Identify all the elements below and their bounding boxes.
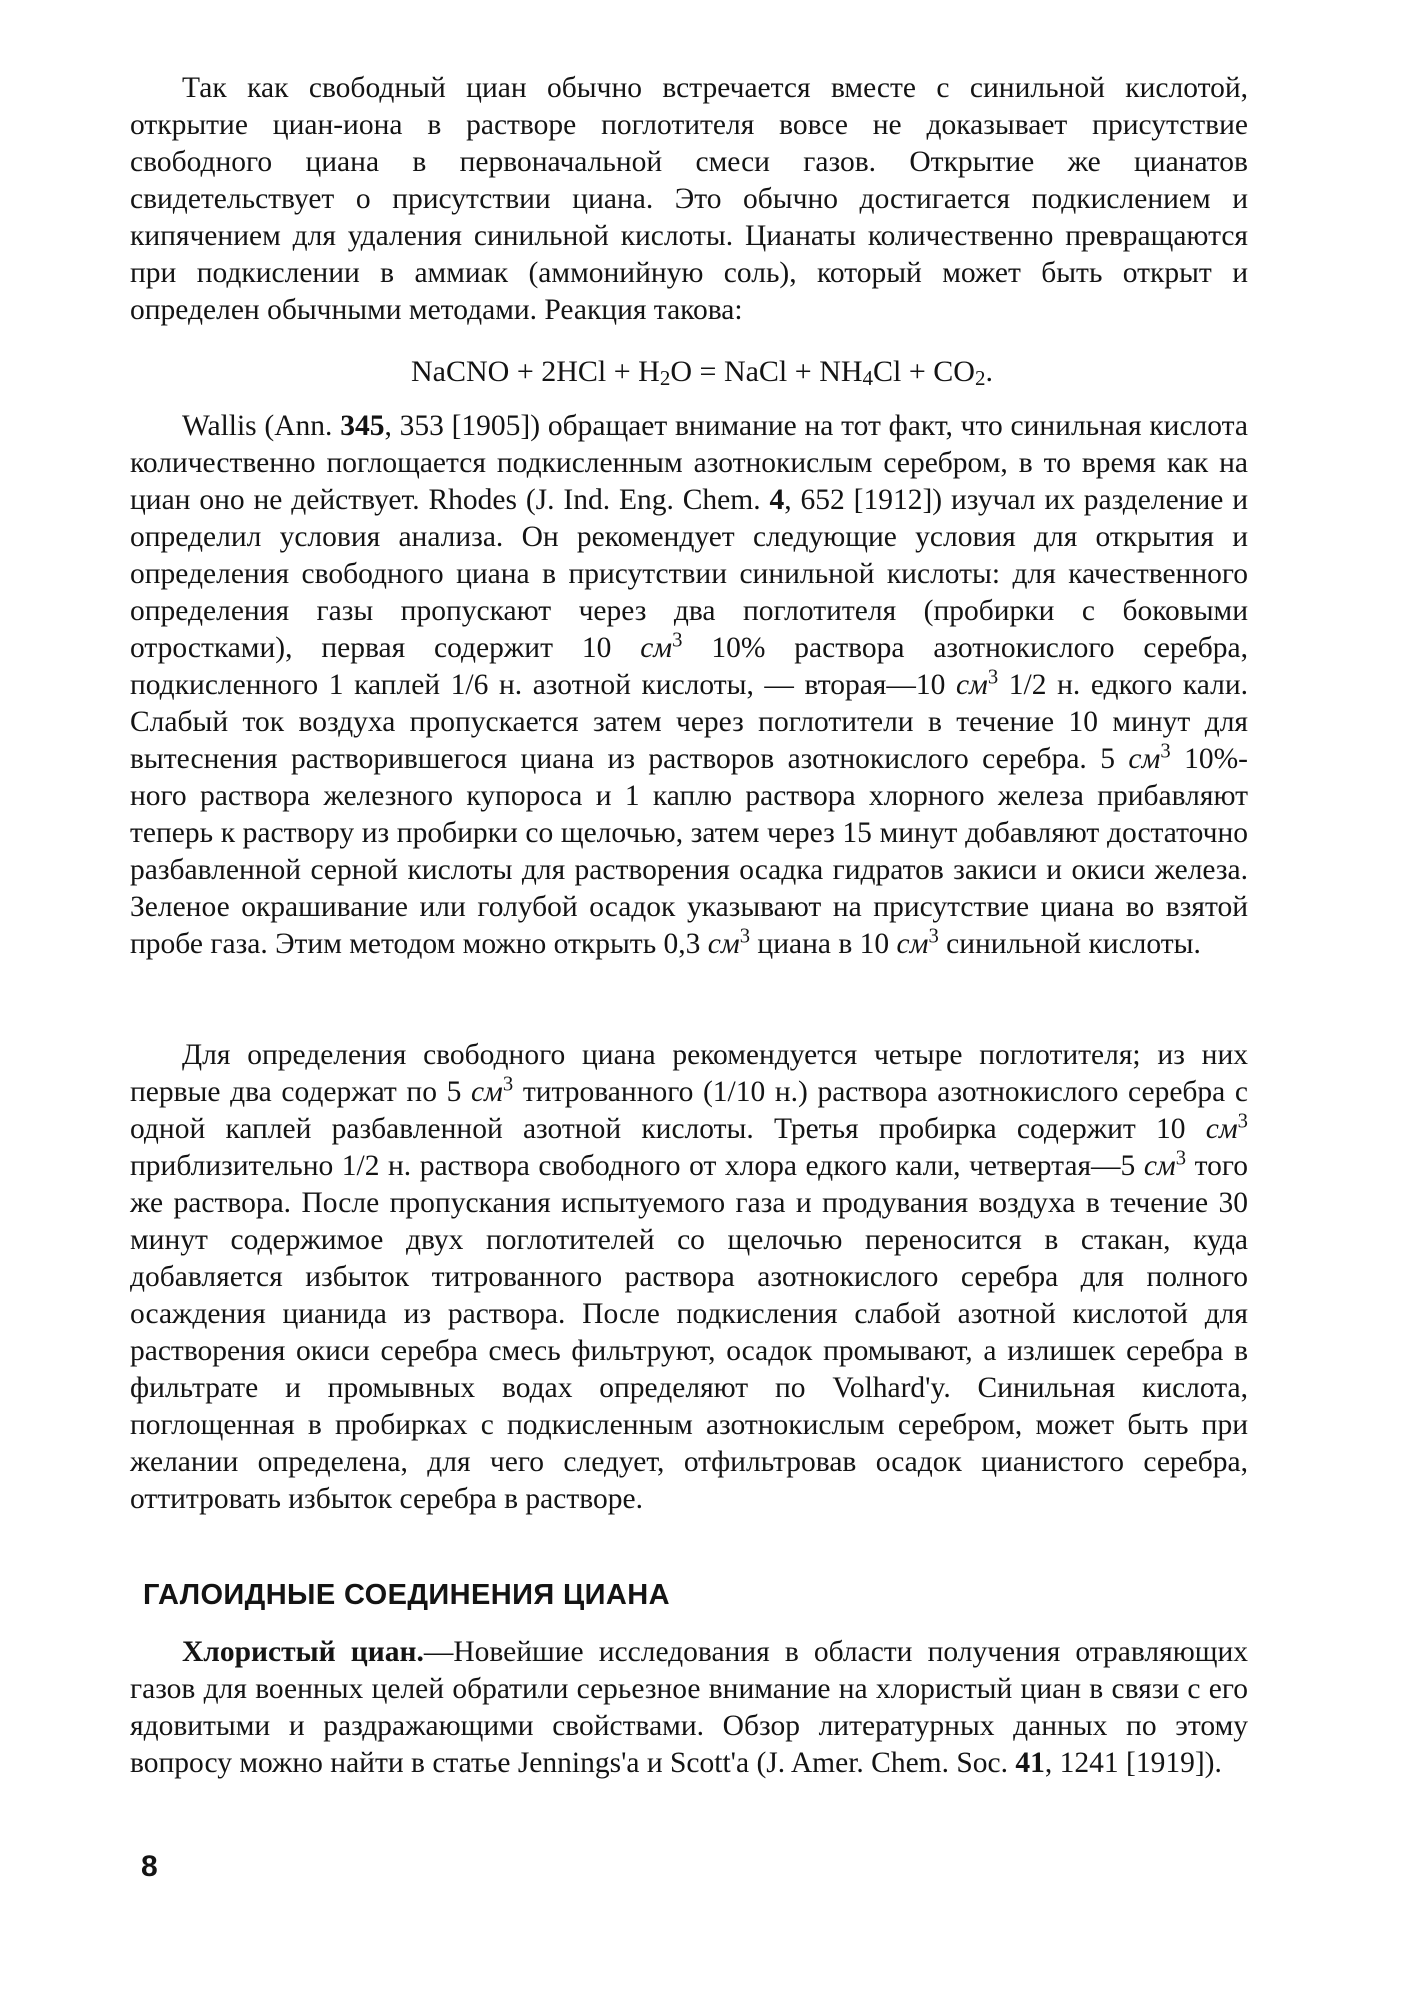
paragraph-3 [130,1037,1248,1518]
paragraph-1-text: Так как свободный циан обычно встречается вместе с синильной кислотой, открытие циан-иона в растворе поглотителя вовсе не доказывает присутствие свободного циана в первоначальной смеси газов. Открытие же цианатов свидетельствует о присутствии циана. Это обычно достигается подкислением и кипячением для удаления синильной кислоты. Цианаты количественно превращаются при подкислении в аммиак (аммонийную соль), который может быть открыт и определен обычными методами. Реакция такова: [130,72,1248,326]
paragraph-2-text: Wallis (Ann. 345, 353 [1905]) обращает внимание на тот факт, что синильная кислота количественно поглощается подкисленным азотнокислым серебром, в то время как на циан оно не действует. Rhodes (J. Ind. Eng. Chem. 4, 652 [1912]) изучал их разделение и определил условия анализа. Он рекомендует следующие условия для открытия и определения свободного циана в присутствии синильной кислоты: для качественного определения газы пропускают через два поглотителя (пробирки с боковыми отростками), первая содержит 10 $см^3$ 10% раствора азотнокислого серебра, подкисленного 1 каплей 1/6 н. азотной кислоты, — вторая—10 $см^3$ 1/2 н. едкого кали. Слабый ток воздуха пропускается затем через поглотители в течение 10 минут для вытеснения растворившегося циана из растворов азотнокислого серебра. 5 $см^3$ 10%-ного раствора железного купороса и 1 каплю раствора хлорного железа прибавляют теперь к раствору из пробирки со щелочью, затем через 15 минут добавляют достаточно разбавленной серной кислоты для растворения осадка гидратов закиси и окиси железа. Зеленое окрашивание или голубой осадок указывают на присутствие циана во взятой пробе газа. Этим методом можно открыть 0,3 $см^3$ циана в 10 $см^3$ синильной кислоты. [130,410,1249,960]
paragraph-4 [130,1634,1248,1782]
paragraph-1 [130,70,1248,329]
paragraph-4-lead: Хлористый циан. [182,1636,424,1668]
page-number: 8 [141,1850,158,1883]
chemical-equation: NaCNO + $2HCl + H_2O$ = NaCl + $NH_4Cl + CO_2$. [411,355,993,391]
section-heading: ГАЛОИДНЫЕ СОЕДИНЕНИЯ ЦИАНА [143,1579,670,1611]
paragraph-4-text: Хлористый циан.—Новейшие исследования в области получения отравляющих газов для военных целей обратили серьезное внимание на хлористый циан в связи с его ядовитыми и раздражающими свойствами. Обзор литературных данных по этому вопросу можно найти в статье Jennings'a и Scott'a (J. Amer. Chem. Soc. 41, 1241 [1919]). [130,1636,1248,1779]
paragraph-2 [130,408,1248,963]
paragraph-3-text: Для определения свободного циана рекомендуется четыре поглотителя; из них первые два содержат по 5 $см^3$ титрованного (1/10 н.) раствора азотнокислого серебра с одной каплей разбавленной азотной кислоты. Третья пробирка содержит 10 $см^3$ приблизительно 1/2 н. раствора свободного от хлора едкого кали, четвертая—5 $см^3$ того же раствора. После пропускания испытуемого газа и продувания воздуха в течение 30 минут содержимое двух поглотителей со щелочью переносится в стакан, куда добавляется избыток титрованного раствора азотнокислого серебра для полного осаждения цианида из раствора. После подкисления слабой азотной кислотой для растворения окиси серебра смесь фильтруют, осадок промывают, а излишек серебра в фильтрате и промывных водах определяют по Volhard'y. Синильная кислота, поглощенная в пробирках с подкисленным азотнокислым серебром, может быть при желании определена, для чего следует, отфильтровав осадок цианистого серебра, оттитровать избыток серебра в растворе. [130,1039,1248,1515]
